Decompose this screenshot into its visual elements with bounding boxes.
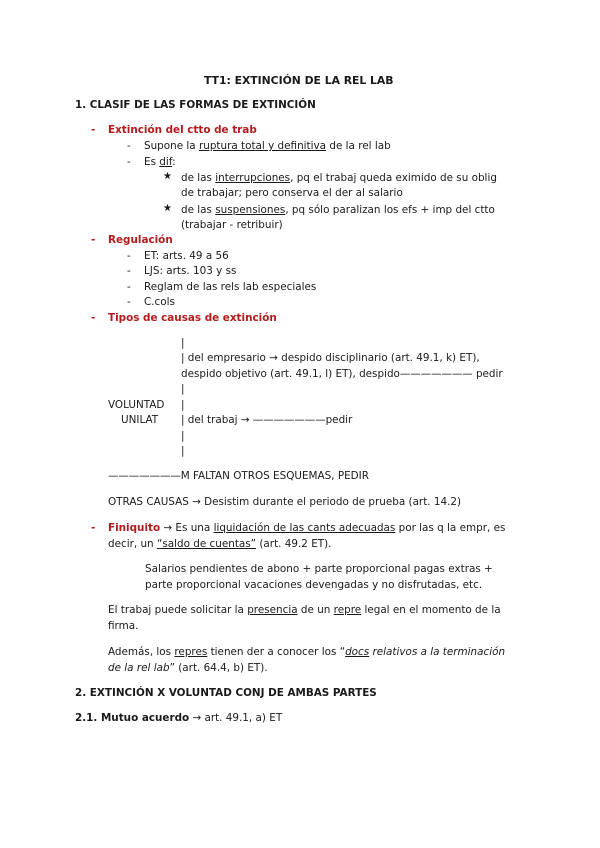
bullet-dash: - — [127, 265, 131, 277]
salarios-line-1: Salarios pendientes de abono + parte proporcional pagas extras + — [145, 563, 493, 575]
bullet-dash: - — [127, 281, 131, 293]
section-1-heading: 1. CLASIF DE LAS FORMAS DE EXTINCIÓN — [75, 99, 316, 111]
bullet-dash: - — [91, 312, 96, 324]
regulacion-item: ET: arts. 49 a 56 — [144, 250, 229, 262]
extincion-line-1: Supone la ruptura total y definitiva de la rel lab — [144, 140, 391, 152]
faltan-esquemas: ———————M FALTAN OTROS ESQUEMAS, PEDIR — [108, 470, 369, 482]
bullet-dash: - — [127, 250, 131, 262]
regulacion-item: C.cols — [144, 296, 175, 308]
finiquito-line-1: Finiquito → Es una liquidación de las cants adecuadas por las q la empr, es — [108, 522, 506, 534]
page-title: TT1: EXTINCIÓN DE LA REL LAB — [204, 74, 394, 87]
voluntad-label: VOLUNTAD — [108, 399, 165, 411]
finiquito-line-2: decir, un “saldo de cuentas” (art. 49.2 ET). — [108, 538, 332, 550]
bullet-dash: - — [91, 234, 96, 246]
bullet-dash: - — [127, 140, 131, 152]
salarios-line-2: parte proporcional vacaciones devengadas y no disfrutadas, etc. — [145, 579, 483, 591]
interrupciones-line-2: de trabajar; pero conserva el der al salario — [181, 187, 403, 199]
bullet-dash: - — [91, 522, 96, 534]
repres-line-1: Además, los repres tienen der a conocer los “docs relativos a la terminación — [108, 646, 506, 658]
diagram-bar: | — [181, 337, 185, 349]
diagram-bar: | — [181, 430, 185, 442]
diagram-bar: | — [181, 383, 185, 395]
tipos-label: Tipos de causas de extinción — [108, 312, 277, 324]
interrupciones-line: de las interrupciones, pq el trabaj queda eximido de su oblig — [181, 172, 497, 184]
diagram-bar: | — [181, 445, 185, 457]
presencia-line-2: firma. — [108, 620, 139, 632]
regulacion-item: Reglam de las rels lab especiales — [144, 281, 317, 293]
diagram-bar: | — [181, 399, 185, 411]
suspensiones-line-2: (trabajar - retribuir) — [181, 219, 283, 231]
presencia-line-1: El trabaj puede solicitar la presencia de un repre legal en el momento de la — [108, 604, 501, 616]
regulacion-label: Regulación — [108, 234, 173, 246]
repres-line-2: de la rel lab” (art. 64.4, b) ET). — [108, 662, 268, 674]
extincion-line-2: Es dif: — [144, 156, 176, 168]
star-icon: ★ — [163, 203, 172, 214]
mutuo-acuerdo-line: 2.1. Mutuo acuerdo → art. 49.1, a) ET — [75, 712, 283, 724]
empresario-line: | del empresario → despido disciplinario (art. 49.1, k) ET), — [181, 352, 480, 364]
bullet-dash: - — [127, 156, 131, 168]
regulacion-item: LJS: arts. 103 y ss — [144, 265, 237, 277]
empresario-line-2: despido objetivo (art. 49.1, l) ET), despido——————— pedir — [181, 368, 503, 380]
otras-causas: OTRAS CAUSAS → Desistim durante el periodo de prueba (art. 14.2) — [108, 496, 462, 508]
star-icon: ★ — [163, 171, 172, 182]
extincion-label: Extinción del ctto de trab — [108, 124, 257, 136]
unilat-label: UNILAT — [121, 414, 159, 426]
section-2-heading: 2. EXTINCIÓN X VOLUNTAD CONJ DE AMBAS PARTES — [75, 687, 377, 699]
suspensiones-line: de las suspensiones, pq sólo paralizan los efs + imp del ctto — [181, 204, 495, 216]
bullet-dash: - — [91, 124, 96, 136]
trabaj-line: | del trabaj → ———————pedir — [181, 414, 353, 426]
bullet-dash: - — [127, 296, 131, 308]
